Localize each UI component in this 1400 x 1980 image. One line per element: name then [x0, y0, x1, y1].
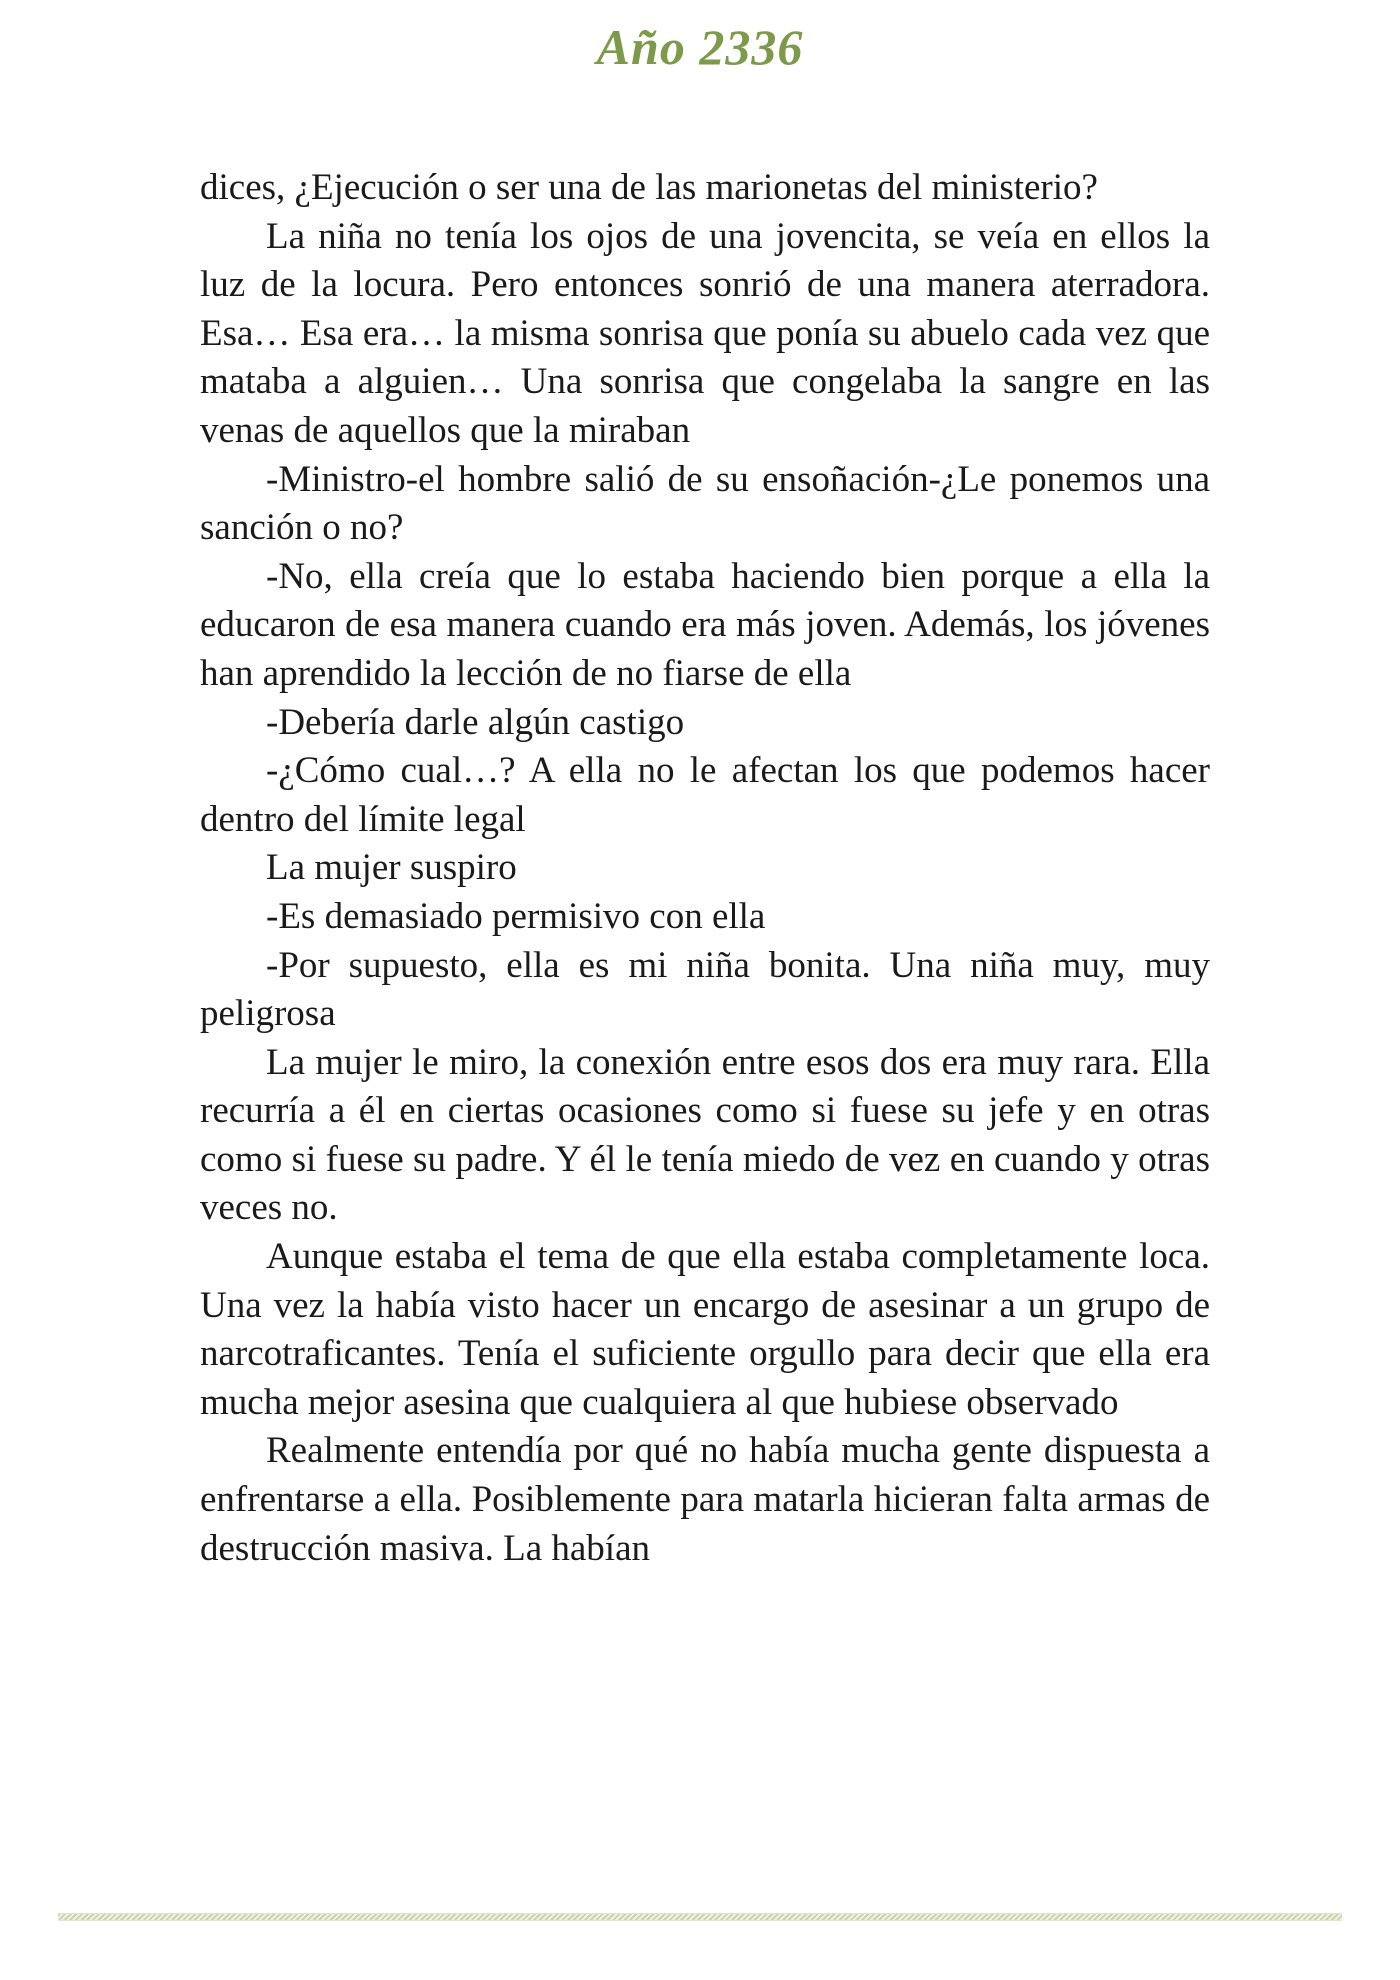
paragraph: -Es demasiado permisivo con ella: [266, 895, 766, 937]
running-header-title: Año 2336: [596, 19, 804, 75]
footer-decorative-rule: [58, 1913, 1342, 1921]
paragraph: La niña no tenía los ojos de una jovencita, se veía en ellos la luz de la locura. Pero entonces sonrió de una manera aterradora. Esa… Esa era… la misma sonrisa que ponía su abuelo cada vez que mataba a alguien… Una sonrisa que congelaba la sangre en las venas de aquellos que la miraban: [200, 215, 1210, 451]
body-text: [200, 164, 1210, 1573]
paragraph: -No, ella creía que lo estaba haciendo bien porque a ella la educaron de esa manera cuando era más joven. Además, los jóvenes han aprendido la lección de no fiarse de ella: [200, 555, 1210, 694]
paragraph: Realmente entendía por qué no había mucha gente dispuesta a enfrentarse a ella. Posiblemente para matarla hicieran falta armas de destrucción masiva. La habían: [200, 1430, 1210, 1569]
paragraph: Aunque estaba el tema de que ella estaba completamente loca. Una vez la había visto hacer un encargo de asesinar a un grupo de narcotraficantes. Tenía el suficiente orgullo para decir que ella era mucha mejor asesina que cualquiera al que hubiese observado: [200, 1236, 1210, 1423]
paragraph: -Ministro-el hombre salió de su ensoñación-¿Le ponemos una sanción o no?: [200, 458, 1210, 549]
paragraph: La mujer le miro, la conexión entre esos dos era muy rara. Ella recurría a él en ciertas ocasiones como si fuese su jefe y en otras como si fuese su padre. Y él le tenía miedo de vez en cuando y otras veces no.: [200, 1041, 1210, 1229]
paragraph: dices, ¿Ejecución o ser una de las marionetas del ministerio?: [200, 167, 1098, 208]
paragraph: -¿Cómo cual…? A ella no le afectan los que podemos hacer dentro del límite legal: [200, 750, 1210, 840]
paragraph: -Por supuesto, ella es mi niña bonita. Una niña muy, muy peligrosa: [200, 944, 1210, 1035]
paragraph: La mujer suspiro: [266, 847, 517, 889]
paragraph: -Debería darle algún castigo: [266, 701, 685, 743]
